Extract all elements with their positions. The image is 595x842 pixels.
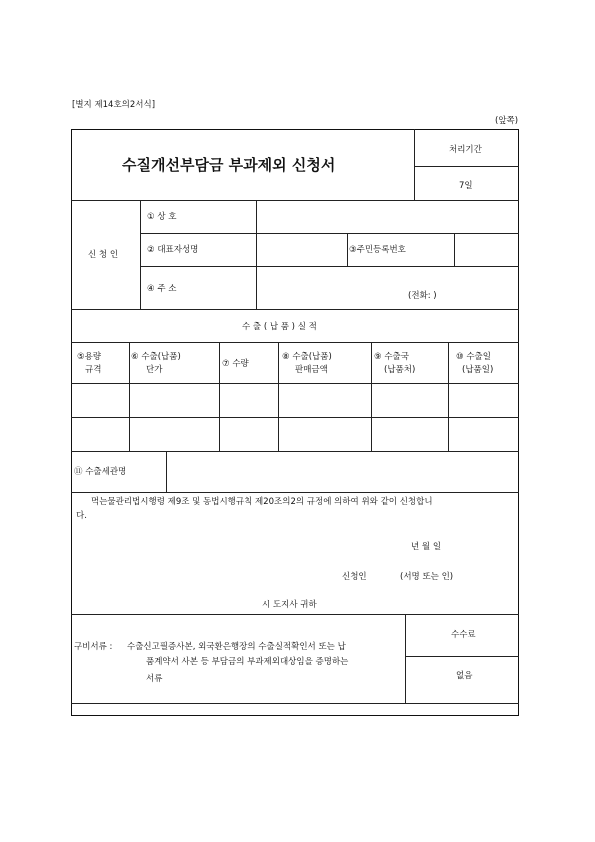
col-sales-h2: 판매금액 bbox=[295, 365, 328, 375]
phone-label: (전화: ) bbox=[408, 291, 437, 301]
processing-period-value: 7일 bbox=[459, 181, 473, 191]
trade-name-label: ① 상 호 bbox=[147, 212, 177, 222]
trade-name-input[interactable] bbox=[258, 202, 517, 231]
resident-number-input[interactable] bbox=[456, 235, 517, 264]
col-date-h1: ⑩ 수출일 bbox=[456, 352, 491, 362]
col-unit-price-h2: 단가 bbox=[146, 365, 163, 375]
attachments-label: 구비서류 : bbox=[74, 642, 113, 652]
applicant-sign-label: 신청인 bbox=[342, 572, 367, 582]
customs-office-label: ⑪ 수출세관명 bbox=[74, 467, 127, 477]
representative-label: ② 대표자성명 bbox=[147, 245, 199, 255]
col-unit-price-h1: ⑥ 수출(납품) bbox=[131, 352, 181, 362]
table-row[interactable] bbox=[72, 418, 518, 450]
attachments-line2: 품계약서 사본 등 부담금의 부과제외대상임을 증명하는 bbox=[146, 657, 349, 667]
title-divider bbox=[414, 129, 415, 201]
col-country-h2: (납품처) bbox=[384, 365, 416, 375]
declaration-text: 먹는물관리법시행령 제9조 및 동법시행규칙 제20조의2의 규정에 의하여 위와 같이 신청합니 bbox=[91, 497, 433, 507]
col-quantity-h1: ⑦ 수량 bbox=[222, 359, 249, 369]
fee-value: 없음 bbox=[456, 671, 473, 681]
export-section-title: 수 출 ( 납 품 ) 실 적 bbox=[242, 322, 317, 332]
customs-office-input[interactable] bbox=[168, 453, 517, 490]
processing-period-label: 처리기간 bbox=[449, 145, 482, 155]
form-number: [별지 제14호의2서식] bbox=[72, 100, 156, 110]
page-side-label: (앞쪽) bbox=[495, 116, 519, 126]
col-date-h2: (납품일) bbox=[462, 365, 494, 375]
form-title: 수질개선부담금 부과제외 신청서 bbox=[122, 156, 336, 174]
col-country-h1: ⑨ 수출국 bbox=[374, 352, 409, 362]
declaration-date: 년 월 일 bbox=[411, 542, 442, 552]
fee-label: 수수료 bbox=[451, 630, 476, 640]
resident-number-label: ③주민등록번호 bbox=[349, 245, 406, 255]
col-sales-h1: ⑧ 수출(납품) bbox=[282, 352, 332, 362]
representative-input[interactable] bbox=[258, 235, 345, 264]
addressee: 시 도지사 귀하 bbox=[262, 600, 317, 610]
address-label: ④ 주 소 bbox=[147, 284, 177, 294]
signature-field[interactable]: (서명 또는 인) bbox=[400, 572, 454, 582]
address-input[interactable] bbox=[258, 268, 517, 308]
applicant-group-label: 신 청 인 bbox=[88, 250, 119, 260]
attachments-line1: 수출신고필증사본, 외국환은행장의 수출실적확인서 또는 납 bbox=[127, 642, 346, 652]
declaration-text-cont: 다. bbox=[76, 511, 87, 521]
col-capacity-h1: ⑤용량 bbox=[77, 352, 102, 362]
attachments-line3: 서류 bbox=[146, 674, 163, 684]
col-capacity-h2: 규격 bbox=[85, 365, 102, 375]
table-row[interactable] bbox=[72, 384, 518, 416]
